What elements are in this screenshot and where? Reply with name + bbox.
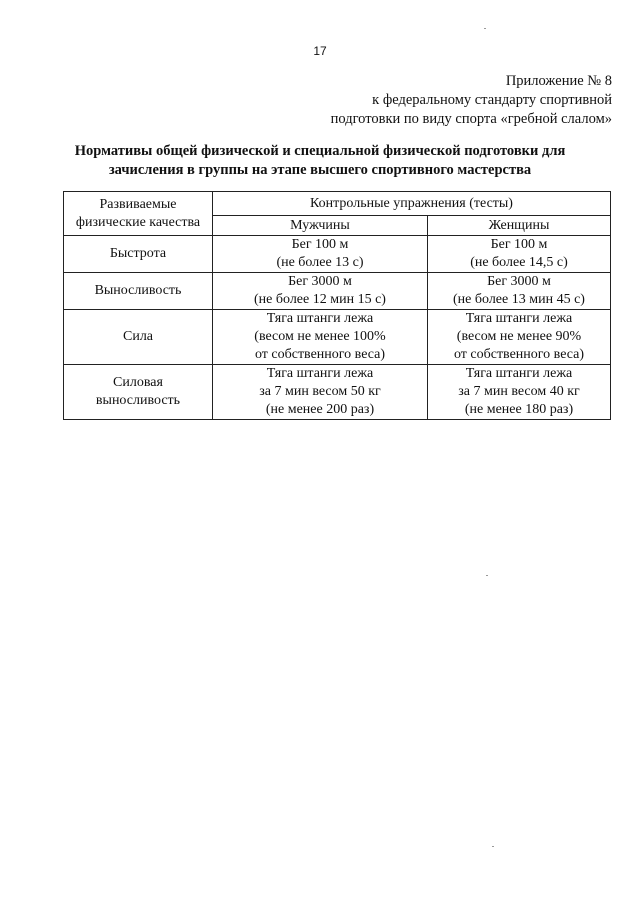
- appendix-line-2: к федеральному стандарту спортивной: [372, 92, 612, 108]
- quality-cell: [64, 273, 213, 310]
- men-line: за 7 мин весом 50 кг: [259, 384, 381, 399]
- appendix-header: [331, 72, 612, 129]
- men-line: (не более 12 мин 15 с): [254, 292, 386, 307]
- scan-speck: [486, 575, 488, 576]
- table-row: [64, 365, 611, 420]
- appendix-line-3: подготовки по виду спорта «гребной слалом»: [330, 111, 612, 127]
- quality-cell: [64, 310, 213, 365]
- appendix-line-1: Приложение № 8: [505, 73, 612, 89]
- scan-speck: [484, 28, 486, 29]
- header-women-cell: Женщины: [428, 216, 611, 236]
- header-quality-line-1: Развиваемые: [99, 196, 177, 212]
- women-cell: [428, 310, 611, 365]
- header-quality-cell: [64, 192, 213, 236]
- men-cell: [213, 273, 428, 310]
- quality-line: Быстрота: [109, 246, 167, 261]
- women-line: Тяга штанги лежа: [465, 366, 573, 381]
- men-line: Бег 100 м: [291, 237, 349, 252]
- women-line: (не менее 180 раз): [464, 402, 574, 417]
- table-row: [64, 273, 611, 310]
- quality-line: Силовая: [113, 375, 163, 390]
- women-cell: [428, 365, 611, 420]
- women-line: (не более 13 мин 45 с): [453, 292, 585, 307]
- women-line: от собственного веса): [453, 347, 585, 362]
- women-line: Бег 100 м: [490, 237, 548, 252]
- table-body: [64, 236, 611, 420]
- women-line: Бег 3000 м: [487, 274, 551, 289]
- women-cell: [428, 273, 611, 310]
- quality-cell: [64, 365, 213, 420]
- women-line: (не более 14,5 с): [470, 255, 568, 270]
- header-row-1: [64, 192, 611, 216]
- header-quality-line-2: физические качества: [75, 214, 201, 230]
- table-row: [64, 236, 611, 273]
- women-line: Тяга штанги лежа: [465, 311, 573, 326]
- header-tests-cell: Контрольные упражнения (тесты): [213, 192, 611, 216]
- men-cell: [213, 365, 428, 420]
- men-line: Тяга штанги лежа: [266, 311, 374, 326]
- men-line: (не более 13 с): [276, 255, 364, 270]
- men-cell: [213, 310, 428, 365]
- title-line-1: Нормативы общей физической и специальной физической подготовки для: [74, 143, 566, 159]
- document-title: [40, 142, 600, 180]
- men-line: Тяга штанги лежа: [266, 366, 374, 381]
- title-line-2: зачисления в группы на этапе высшего спортивного мастерства: [108, 162, 532, 178]
- table-row: [64, 310, 611, 365]
- men-line: Бег 3000 м: [288, 274, 352, 289]
- men-cell: [213, 236, 428, 273]
- quality-cell: [64, 236, 213, 273]
- men-line: от собственного веса): [254, 347, 386, 362]
- norms-table: [63, 191, 611, 420]
- men-line: (весом не менее 100%: [254, 329, 386, 344]
- quality-line: выносливость: [95, 393, 181, 408]
- women-line: за 7 мин весом 40 кг: [458, 384, 580, 399]
- men-line: (не менее 200 раз): [265, 402, 375, 417]
- women-line: (весом не менее 90%: [456, 329, 582, 344]
- quality-line: Сила: [122, 329, 154, 344]
- header-men-cell: Мужчины: [213, 216, 428, 236]
- scan-speck: [492, 846, 494, 847]
- page-number: 17: [313, 44, 327, 58]
- quality-line: Выносливость: [94, 283, 182, 298]
- women-cell: [428, 236, 611, 273]
